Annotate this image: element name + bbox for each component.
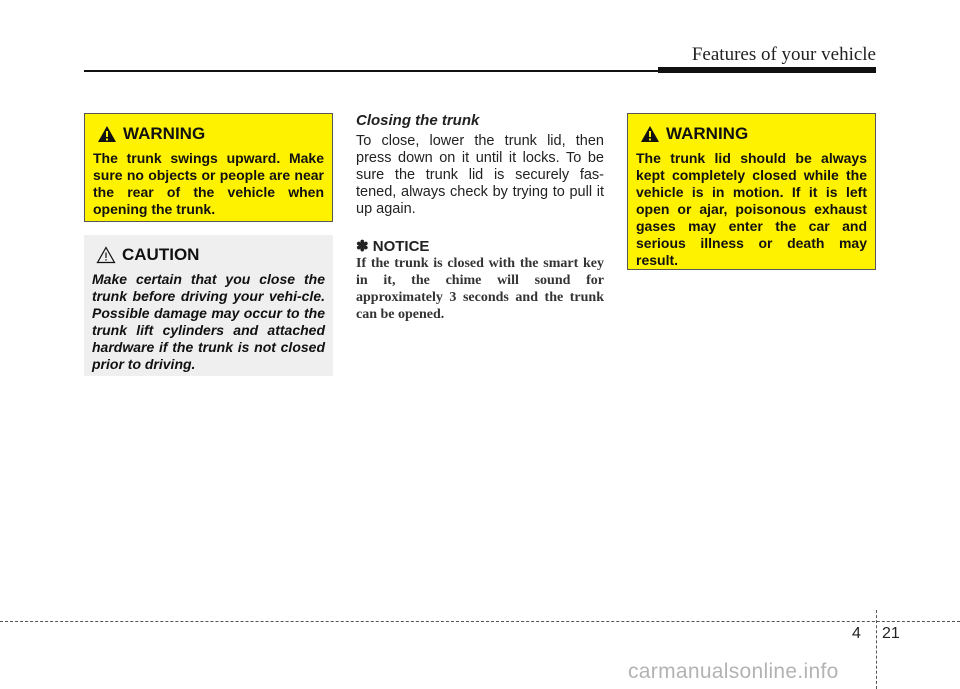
section-body: To close, lower the trunk lid, then press down on it until it locks. To be sure the trunk lid is securely fas-tened, always check by trying to pull it up again.: [356, 133, 604, 217]
caution-triangle-icon: [96, 246, 116, 264]
warning-triangle-icon: [640, 125, 660, 143]
caution-title-row: [96, 245, 325, 265]
page-number: 21: [882, 625, 900, 642]
warning-triangle-icon: [97, 125, 117, 143]
footer-rule: [0, 621, 960, 622]
warning-text: The trunk lid should be always kept completely closed while the vehicle is in motion. If it is left open or ajar, poisonous exhaust gases may enter the car and serious illness or death may result.: [636, 150, 867, 268]
caution-box-left: [84, 235, 333, 376]
warning-box-right: [627, 113, 876, 270]
notice-heading: ✽ NOTICE: [356, 238, 430, 255]
warning-box-left: [84, 113, 333, 222]
notice-body: If the trunk is closed with the smart key in it, the chime will sound for approximately 3 seconds and the trunk can be opened.: [356, 256, 604, 322]
warning-title-row: [640, 124, 867, 144]
caution-text: Make certain that you close the trunk before driving your vehi-cle. Possible damage may occur to the trunk lift cylinders and attached hardware if the trunk is not closed prior to driving.: [92, 271, 325, 372]
section-heading: Closing the trunk: [356, 112, 480, 129]
footer-divider: [876, 610, 877, 689]
caution-title: CAUTION: [122, 245, 200, 264]
watermark: carmanualsonline.info: [628, 660, 839, 683]
page-header-title: Features of your vehicle: [691, 44, 876, 65]
header-rule: [84, 70, 660, 72]
chapter-number: 4: [852, 625, 861, 642]
warning-text: The trunk swings upward. Make sure no objects or people are near the rear of the vehicle when opening the trunk.: [93, 150, 324, 217]
header-rule-accent: [658, 67, 876, 73]
warning-title-row: [97, 124, 324, 144]
warning-title: WARNING: [666, 124, 749, 143]
warning-title: WARNING: [123, 124, 206, 143]
